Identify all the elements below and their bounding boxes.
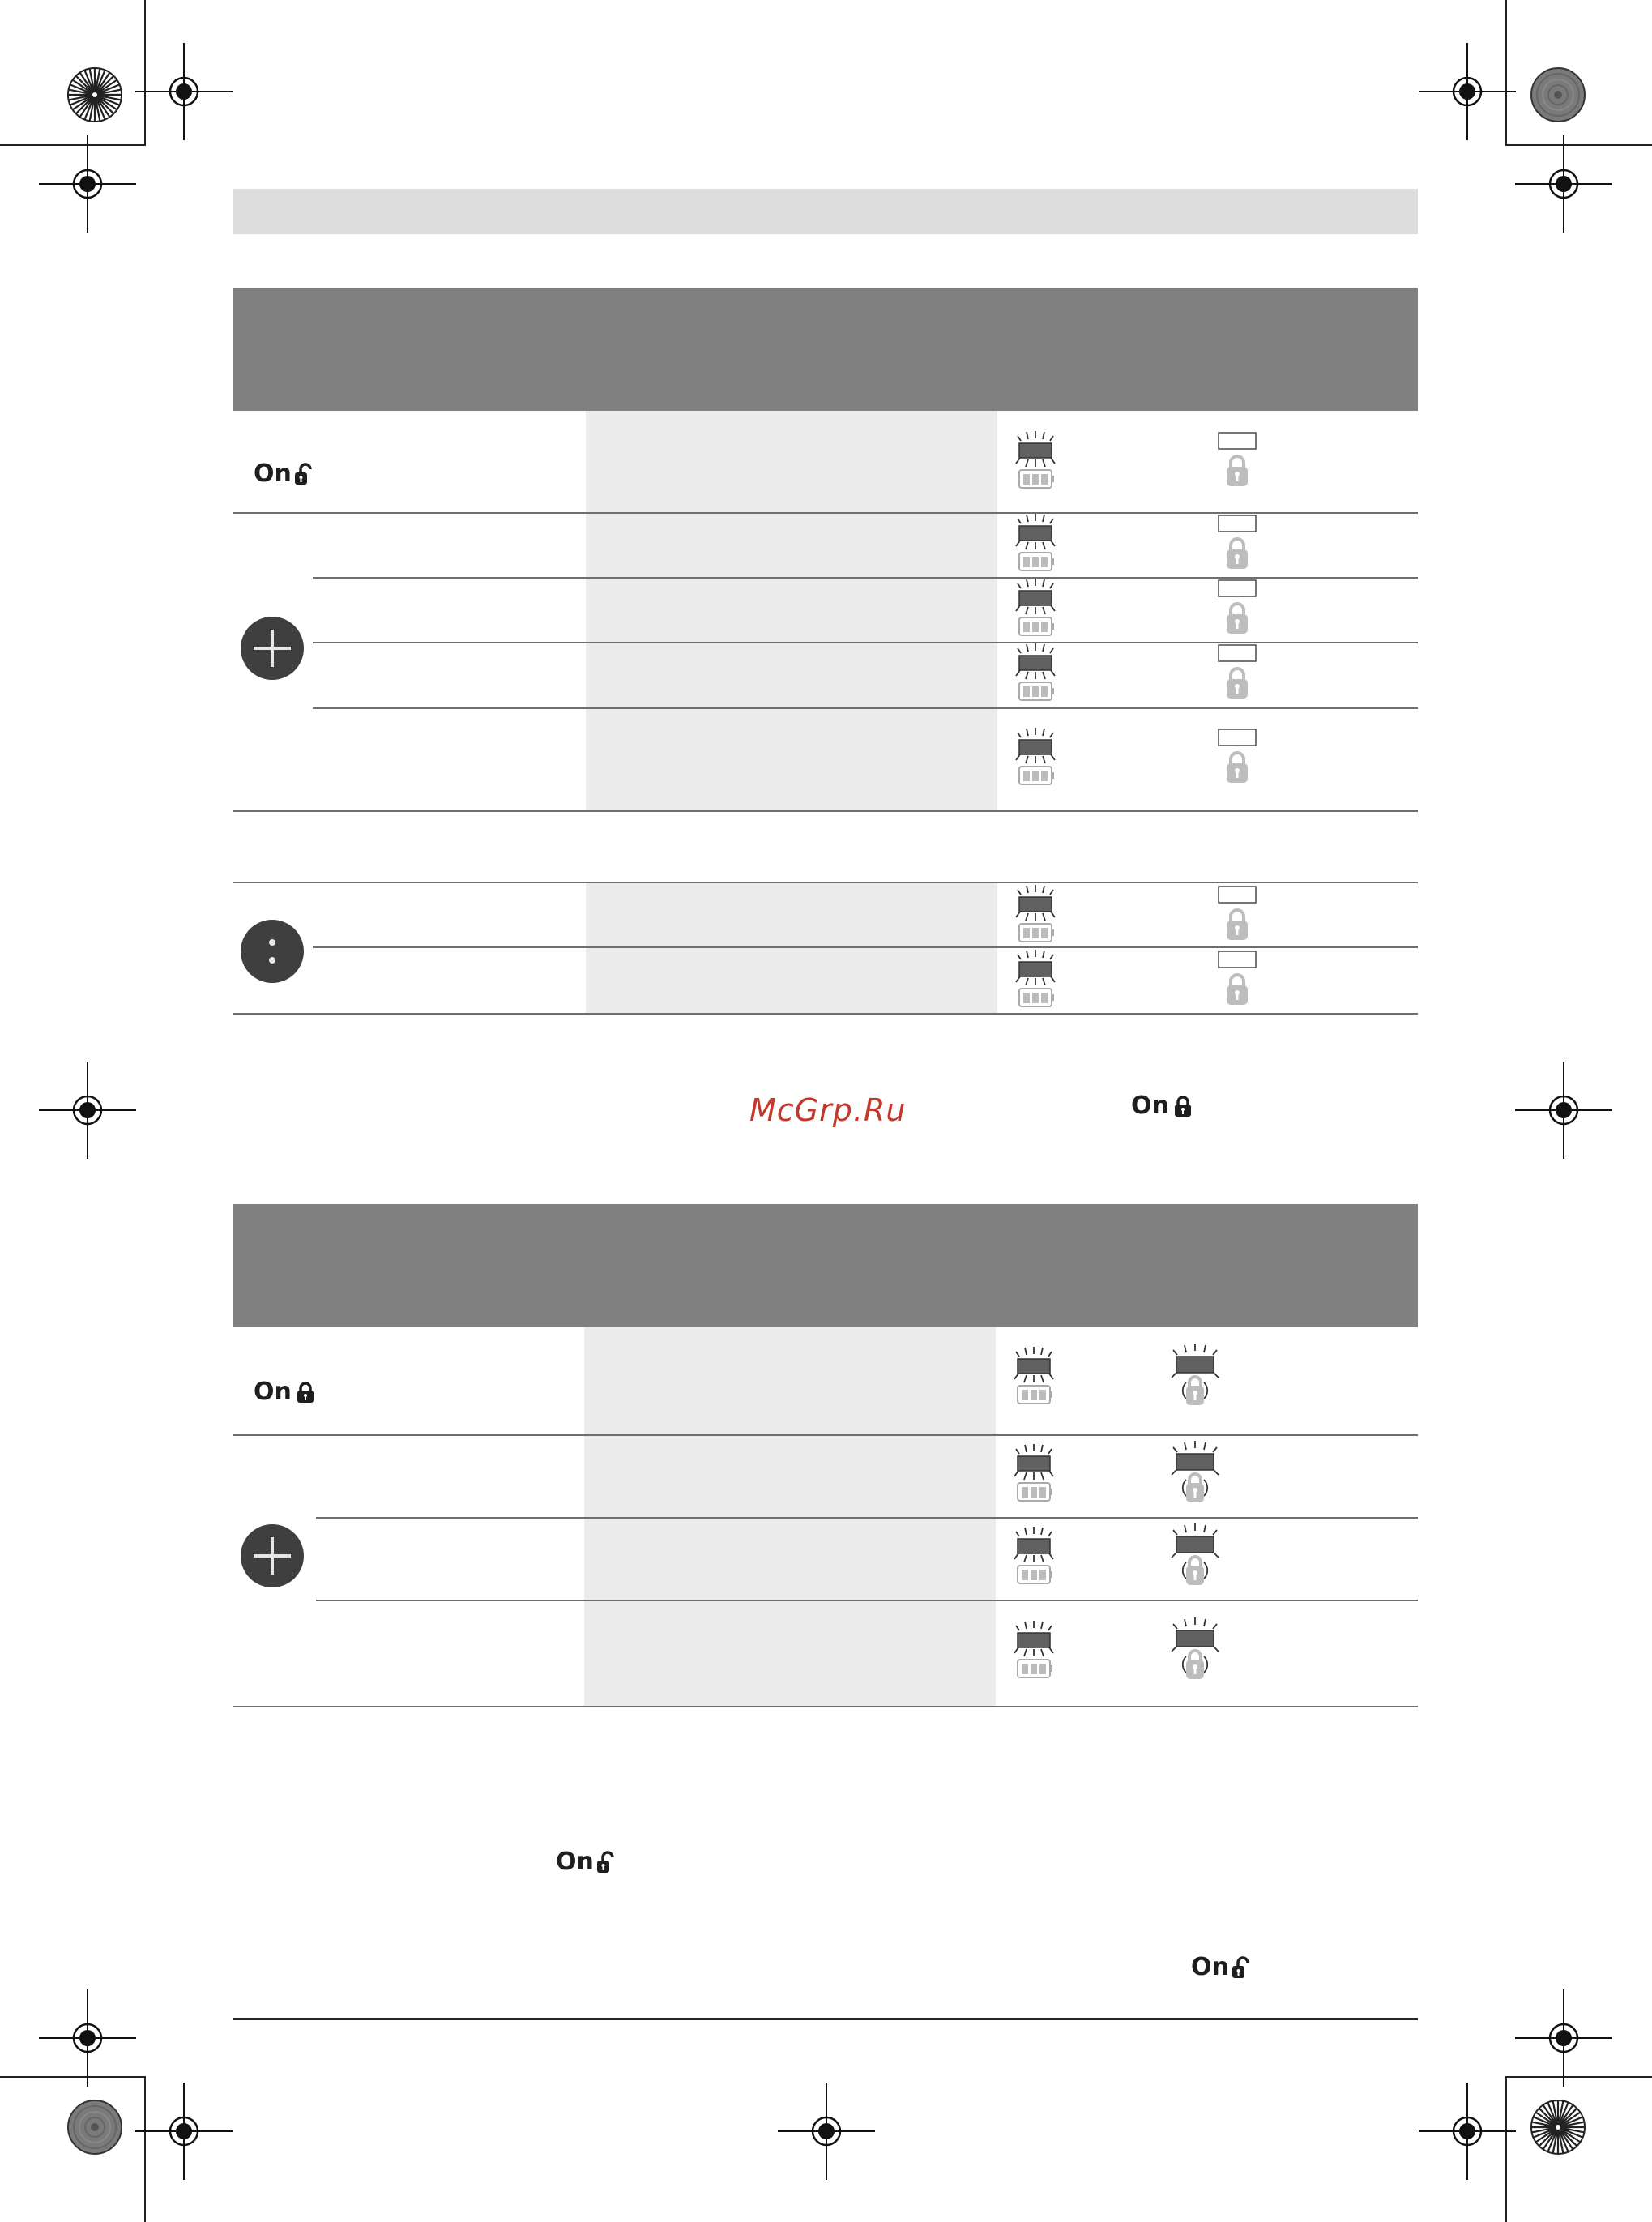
laser-lines-glowing-icon [1013,512,1058,574]
on-text: On [254,1378,292,1406]
registration-mark-icon [39,1989,136,2087]
table-rule [316,1600,1418,1601]
color-wheel-icon [1530,2099,1586,2156]
vertical-dots-button-icon [240,919,305,984]
on-unlocked-padlock-icon [1231,1955,1255,1980]
registration-mark-icon [778,2083,875,2180]
laser-lines-glowing-icon [1013,577,1058,639]
empty-display-padlock-icon [1215,512,1261,574]
table-rule [233,1706,1418,1707]
laser-lines-glowing-icon [1013,883,1058,945]
on-text: On [254,459,292,488]
registration-mark-icon [135,43,233,140]
watermark: McGrp.Ru [749,1092,907,1128]
footer-rule [233,2018,1418,2020]
registration-mark-icon [39,1062,136,1159]
registration-mark-icon [1419,43,1516,140]
empty-display-padlock-icon [1215,642,1261,703]
table-rule [316,1517,1418,1519]
table1-description-column [586,411,997,810]
plus-button-icon [240,616,305,681]
on-text: On [556,1848,594,1876]
registration-mark-icon [1515,135,1612,233]
laser-lines-glowing-icon [1011,1619,1057,1681]
laser-lines-glowing-icon [1011,1345,1057,1407]
on-locked-label [1131,1092,1195,1120]
registration-mark-icon [1419,2083,1516,2180]
laser-lines-glowing-icon [1013,726,1058,788]
empty-display-padlock-icon [1215,883,1261,945]
plus-button-icon [240,1523,305,1588]
on-locked-label [254,1378,318,1406]
on-unlocked-padlock-icon [293,462,318,486]
table-rule [233,810,1418,812]
color-wheel-icon [66,66,123,123]
on-unlocked-label [254,459,318,488]
laser-lines-glowing-icon [1013,429,1058,491]
on-unlocked-label [1191,1953,1255,1981]
empty-display-padlock-icon [1215,429,1261,491]
glowing-display-padlock-icon [1167,1439,1223,1507]
section-title-bar [233,189,1418,234]
laser-lines-glowing-icon [1011,1442,1057,1504]
registration-mark-icon [39,135,136,233]
laser-lines-glowing-icon [1013,642,1058,703]
registration-mark-icon [1515,1062,1612,1159]
empty-display-padlock-icon [1215,948,1261,1010]
grey-disc-icon [1530,66,1586,123]
registration-mark-icon [135,2083,233,2180]
on-unlocked-padlock-icon [595,1850,620,1874]
glowing-display-padlock-icon [1167,1342,1223,1410]
on-text: On [1191,1953,1229,1981]
on-locked-padlock-icon [1171,1094,1195,1118]
table-rule [233,1013,1418,1015]
table2-header [233,1204,1418,1327]
table-rule [233,1434,1418,1436]
empty-display-padlock-icon [1215,577,1261,639]
glowing-display-padlock-icon [1167,1522,1223,1590]
on-locked-padlock-icon [293,1380,318,1404]
registration-mark-icon [1515,1989,1612,2087]
empty-display-padlock-icon [1215,726,1261,788]
glowing-display-padlock-icon [1167,1616,1223,1684]
table1-header [233,288,1418,411]
on-unlocked-label [556,1848,620,1876]
laser-lines-glowing-icon [1011,1525,1057,1587]
table-rule [313,707,1418,709]
laser-lines-glowing-icon [1013,948,1058,1010]
grey-disc-icon [66,2099,123,2156]
on-text: On [1131,1092,1169,1120]
